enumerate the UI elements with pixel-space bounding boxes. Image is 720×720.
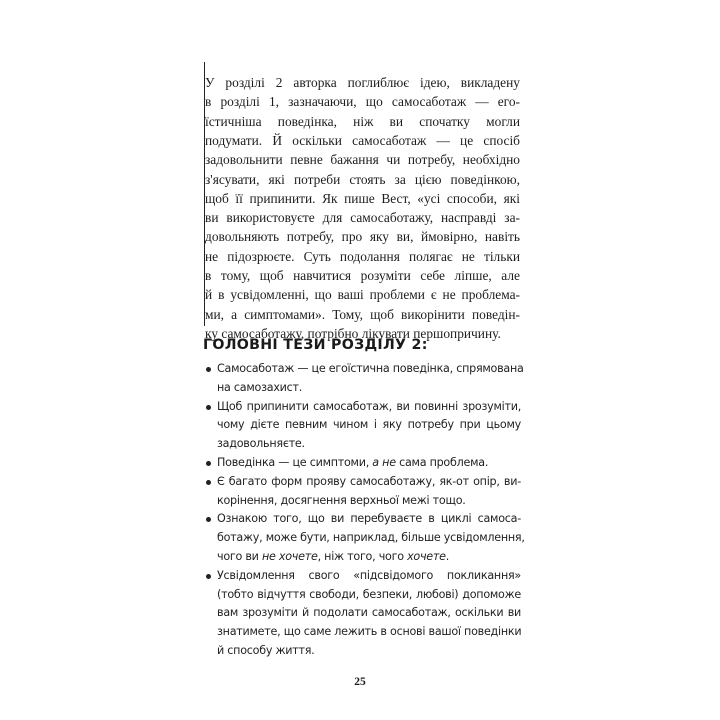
bullet-text: чого ви xyxy=(217,550,262,563)
quote-line: в тому, щоб навчитися розуміти себе ліпше, але xyxy=(205,268,520,283)
bullet-line xyxy=(217,623,521,642)
bullet-text: чому дієте певним чином і яку потребу при цьому xyxy=(217,418,521,432)
bullet-line xyxy=(217,529,525,548)
summary-quote-block xyxy=(204,62,520,341)
bullet-line xyxy=(217,473,521,492)
bullet-line xyxy=(217,604,521,623)
bullet-dot xyxy=(206,367,211,372)
bullet-line xyxy=(217,492,521,511)
bullet-text: сама проблема. xyxy=(395,456,489,469)
bullet-text: Поведінка — це симптоми, xyxy=(217,456,373,469)
quote-line: подумати. Й оскільки самосаботаж — це спосіб xyxy=(205,132,520,148)
bullet-text: , ніж того, чого xyxy=(317,550,408,563)
bullet-text: Усвідомлення свого «підсвідомого покликання» xyxy=(217,568,521,582)
bullet-line xyxy=(217,642,521,661)
bullet-line xyxy=(217,567,521,586)
bullet-dot xyxy=(206,517,211,522)
quote-line: ку самосаботажу, потрібно лікувати першопричину. xyxy=(205,325,501,341)
bullet-text: корінення, досягнення верхньої межі тощо. xyxy=(217,493,466,507)
bullet-dot xyxy=(206,405,211,410)
bullet-text: на самозахист. xyxy=(217,380,303,394)
emphasis-text: хочете xyxy=(407,550,446,563)
bullet-line xyxy=(217,454,521,473)
quote-line: й в усвідомленні, що ваші проблеми є не проблема- xyxy=(205,287,520,303)
quote-line: щоб її припинити. Як пише Вест, «усі способи, які xyxy=(205,190,520,206)
bullet-dot xyxy=(206,461,211,466)
bullet-line xyxy=(217,548,521,567)
bullet-text: задовольняєте. xyxy=(217,437,305,451)
section-heading: ГОЛОВНІ ТЕЗИ РОЗДІЛУ 2: xyxy=(203,337,428,353)
bullet-line xyxy=(217,586,521,605)
quote-line: довольняють потребу, про яку ви, ймовірно, навіть xyxy=(205,229,520,245)
quote-line: У розділі 2 авторка поглиблює ідею, викладену xyxy=(205,75,520,90)
bullet-dot xyxy=(206,574,211,579)
quote-line: їстичніша поведінка, ніж ви спочатку могли xyxy=(205,113,520,129)
page-number: 25 xyxy=(354,676,366,688)
bullet-text: . xyxy=(445,550,450,563)
bullet-line xyxy=(217,435,521,454)
bullet-line xyxy=(217,379,521,398)
bullet-text: (тобто відчуття свободи, безпеки, любові) допоможе xyxy=(217,587,521,601)
quote-line: ми, а симптомами». Тому, щоб викорінити поведін- xyxy=(205,306,520,322)
bullet-line xyxy=(217,360,524,379)
quote-line: не підозрюєте. Суть подолання полягає не тільки xyxy=(205,248,520,264)
bullet-text: знатимете, що саме лежить в основі вашої поведінки xyxy=(217,625,522,639)
emphasis-text: не хочете xyxy=(261,550,318,563)
bullet-text: Ознакою того, що ви перебуваєте в циклі самоса- xyxy=(217,512,521,526)
bullet-text: Самосаботаж — це егоїстична поведінка, спрямована xyxy=(217,362,524,375)
emphasis-text: а не xyxy=(372,456,396,469)
quote-line: задовольнити певне бажання чи потребу, необхідно xyxy=(205,152,520,168)
bullet-text: Щоб припинити самосаботаж, ви повинні зрозуміти, xyxy=(217,399,521,413)
bullet-dot xyxy=(206,480,211,485)
bullet-text: й способу життя. xyxy=(217,644,315,657)
quote-line: в розділі 1, зазначаючи, що самосаботаж — его- xyxy=(205,94,520,110)
bullet-text: ботажу, може бути, наприклад, більше усвідомлення, xyxy=(217,531,525,545)
quote-line: з'ясувати, які потреби стоять за цією поведінкою, xyxy=(205,171,520,187)
quote-line: ви використовуєте для самосаботажу, насправді за- xyxy=(205,210,520,226)
bullet-text: Є багато форм прояву самосаботажу, як-от опір, ви- xyxy=(217,474,521,488)
bullet-line xyxy=(217,398,521,417)
bullet-text: вам зрозуміти й подолати самосаботаж, оскільки ви xyxy=(217,606,521,620)
bullet-line xyxy=(217,510,521,529)
bullet-line xyxy=(217,416,521,435)
